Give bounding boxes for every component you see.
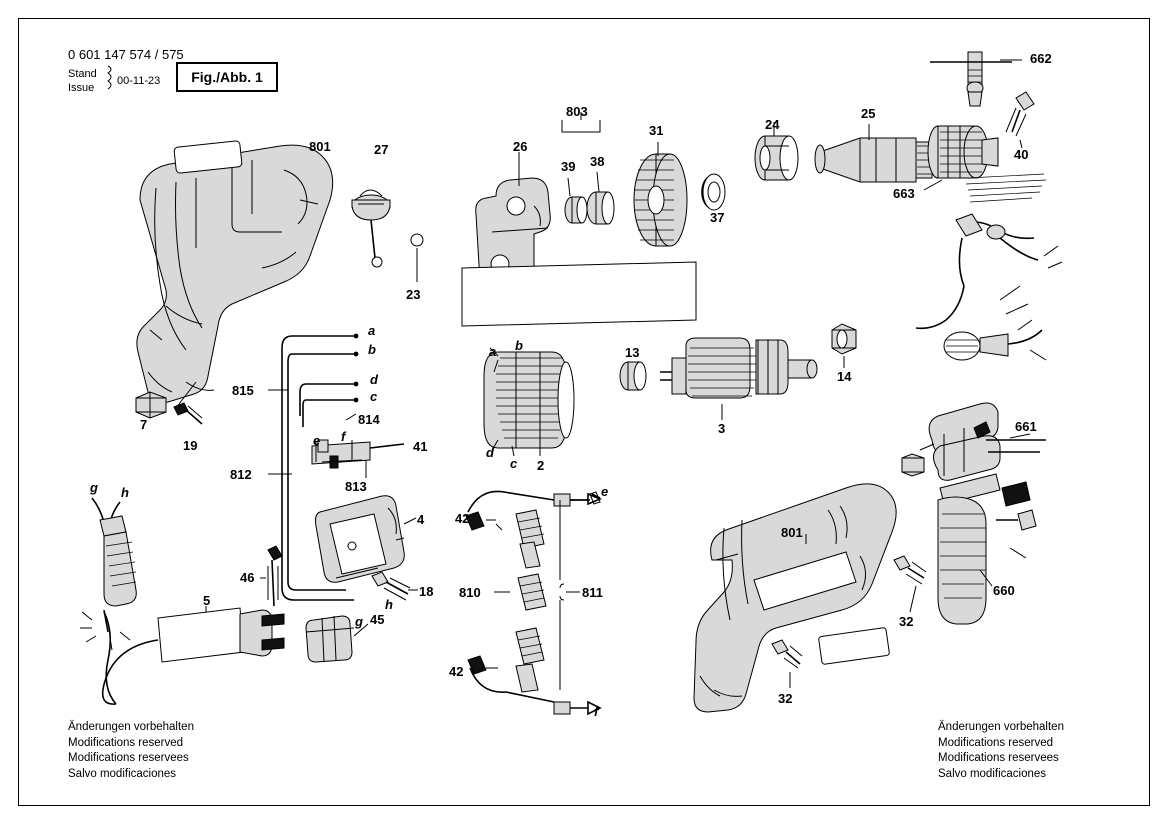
part-27	[352, 190, 390, 267]
nut-7	[136, 392, 166, 418]
callout-19: 19	[183, 438, 198, 453]
callout-4: 4	[417, 512, 425, 527]
brush-holder-gh	[80, 498, 136, 650]
part-46	[268, 546, 282, 606]
callout-38: 38	[590, 154, 605, 169]
callout-42-bottom: 42	[449, 664, 464, 679]
callout-812: 812	[230, 467, 252, 482]
letter-e-switch: e	[313, 433, 321, 448]
footer-right-line-3: Modifications reservees	[938, 752, 1059, 765]
callout-5: 5	[203, 593, 211, 608]
switch-block-4	[316, 496, 405, 583]
footer-right-line-1: Änderungen vorbehalten	[938, 721, 1064, 733]
switch-813	[312, 440, 404, 468]
callout-815: 815	[232, 383, 254, 398]
footer-left-line-4: Salvo modificaciones	[68, 767, 177, 780]
callout-32-b: 32	[778, 691, 793, 706]
callout-661: 661	[1015, 419, 1037, 434]
letter-d-stator: d	[486, 445, 494, 460]
ball-23	[411, 234, 423, 246]
letter-b-stator: b	[515, 338, 523, 353]
callout-27: 27	[374, 142, 389, 157]
letter-c-stator: c	[510, 456, 518, 471]
callout-41: 41	[413, 439, 428, 454]
spindle-25	[815, 138, 932, 182]
callout-40: 40	[1014, 147, 1029, 162]
callout-39: 39	[561, 159, 576, 174]
letter-e-lead: e	[601, 484, 609, 499]
letter-c-harness: c	[370, 389, 378, 404]
part-45	[306, 616, 354, 662]
nut-14	[832, 324, 856, 354]
callout-814: 814	[358, 412, 380, 427]
screw-32-b	[772, 640, 802, 668]
cord-set-5	[103, 608, 284, 704]
screw-32-a	[894, 556, 926, 584]
part-number: 0 601 147 574 / 575	[68, 47, 184, 62]
callout-14: 14	[837, 369, 852, 384]
armature-3	[660, 338, 817, 398]
callout-810: 810	[459, 585, 481, 600]
footer-right-line-4: Salvo modificaciones	[938, 767, 1047, 780]
callout-25: 25	[861, 106, 876, 121]
callout-3: 3	[718, 421, 726, 436]
housing-half-801-right	[694, 484, 896, 712]
screw-40	[1006, 92, 1034, 136]
letter-a-harness: a	[368, 323, 376, 338]
bracket-803	[462, 262, 696, 326]
washer-13	[620, 362, 646, 390]
depth-gauge-assembly	[916, 214, 1062, 360]
letter-b-harness: b	[368, 342, 376, 357]
chuck-key-662	[930, 52, 1012, 106]
chuck-663	[928, 126, 998, 178]
callout-7: 7	[140, 417, 148, 432]
screw-18	[372, 572, 410, 600]
footer-left-line-3: Modifications reservees	[68, 752, 189, 765]
callout-803: 803	[566, 104, 588, 119]
letter-g-switchblock: g	[355, 614, 363, 629]
callout-811: 811	[582, 585, 603, 600]
retaining-ring-37	[702, 174, 725, 210]
callout-32-a: 32	[899, 614, 914, 629]
callout-2: 2	[537, 458, 545, 473]
callout-660: 660	[993, 583, 1015, 598]
bearing-24	[755, 136, 798, 180]
callout-18: 18	[419, 584, 434, 599]
housing-half-801	[137, 141, 333, 403]
callout-37: 37	[710, 210, 725, 225]
callout-801-right: 801	[781, 525, 803, 540]
callout-23: 23	[406, 287, 421, 302]
screw-19	[174, 403, 202, 424]
letter-d-harness: d	[370, 372, 378, 387]
header-date: 00-11-23	[117, 75, 161, 87]
stand-label: Stand	[68, 68, 97, 80]
callout-31: 31	[649, 123, 664, 138]
callout-662: 662	[1030, 51, 1052, 66]
brush-set-811	[466, 491, 600, 714]
warning-note	[966, 174, 1046, 202]
bushing-38	[587, 192, 614, 224]
nut-661-small	[902, 454, 924, 476]
callout-26: 26	[513, 139, 528, 154]
letter-f-switch: f	[341, 429, 346, 444]
callout-813: 813	[345, 479, 367, 494]
letter-h-brush: h	[121, 485, 129, 500]
footer-right-line-2: Modifications reserved	[938, 736, 1054, 749]
callout-42-top: 42	[455, 511, 470, 526]
issue-label: Issue	[68, 82, 95, 94]
callout-24: 24	[765, 117, 780, 132]
callout-663: 663	[893, 186, 915, 201]
callout-13: 13	[625, 345, 640, 360]
callout-46: 46	[240, 570, 255, 585]
callout-801-left: 801	[309, 139, 331, 154]
bushing-39	[565, 197, 587, 223]
footer-left-line-2: Modifications reserved	[68, 736, 184, 749]
figure-label: Fig./Abb. 1	[191, 69, 263, 85]
auxiliary-handle-660	[902, 403, 1046, 624]
gear-31	[634, 154, 687, 246]
callout-45: 45	[370, 612, 385, 627]
letter-h-switchblock: h	[385, 597, 393, 612]
footer-left-line-1: Änderungen vorbehalten	[68, 721, 194, 733]
letter-f-lead: f	[594, 704, 599, 719]
letter-a-stator: a	[489, 344, 497, 359]
stator-2	[484, 352, 574, 448]
letter-g-brush: g	[90, 480, 98, 495]
